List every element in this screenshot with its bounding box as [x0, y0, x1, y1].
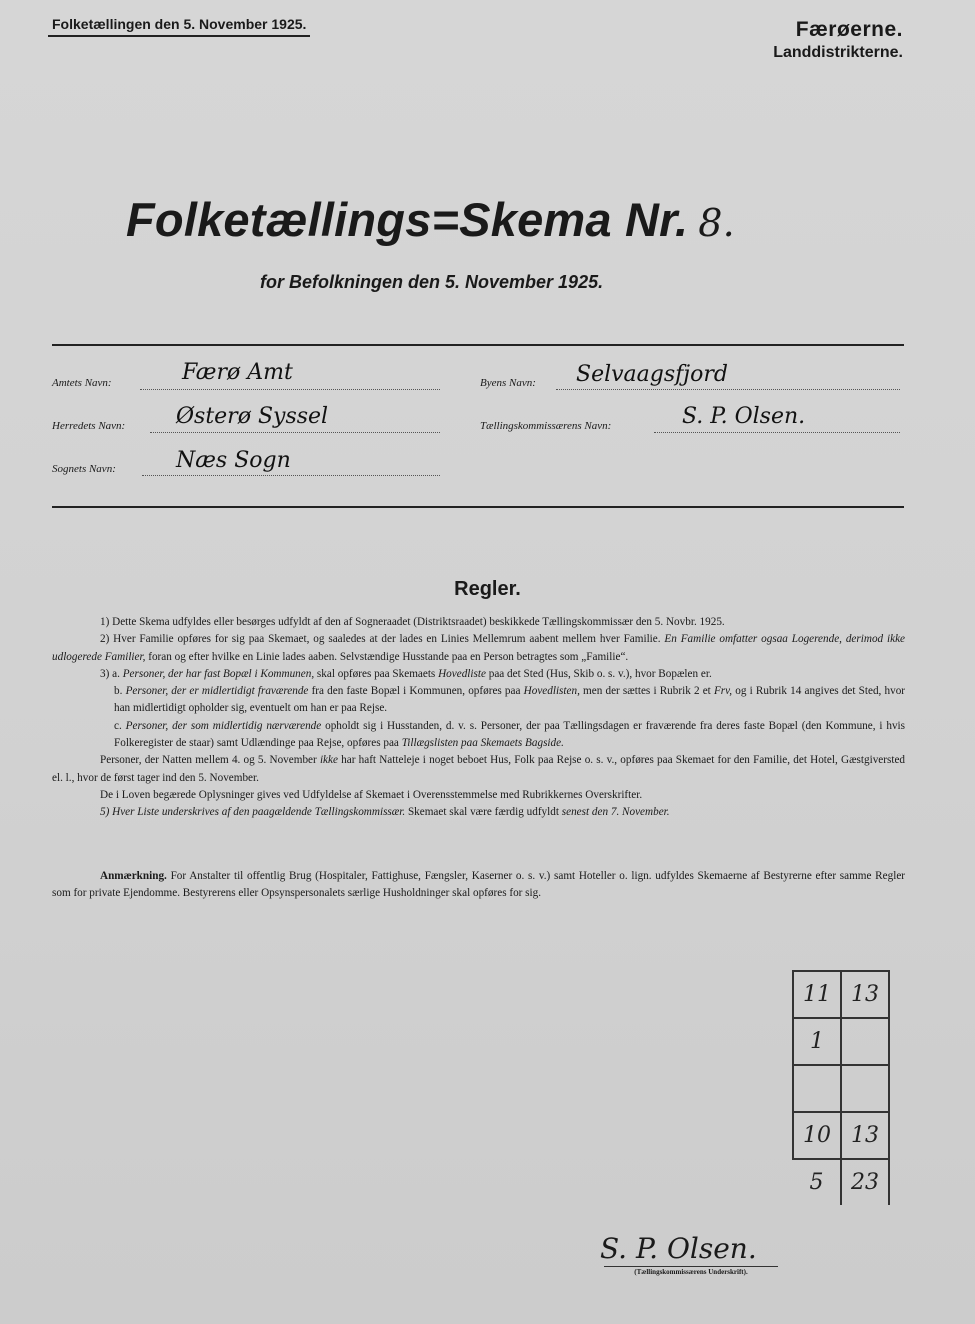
tally-row — [793, 1112, 889, 1159]
rule-1: 1) Dette Skema udfyldes eller besørges udfyldt af den af Sogneraadet (Distriktsraadet) beskikkede Tællingskommissær den 5. Novbr. 1925. — [100, 616, 725, 628]
tally-cell: 23 — [841, 1159, 889, 1205]
kommissaer-value: S. P. Olsen. — [682, 404, 806, 429]
signature-caption: (Tællingskommissærens Underskrift). — [604, 1266, 778, 1276]
tally-cell: 1 — [793, 1018, 841, 1065]
rule-3a: 3) a. Personer, der har fast Bopæl i Kommunen, skal opføres paa Skemaets Hovedliste paa det Sted (Hus, Skib o. s. v.), hvor Bopælen er. — [100, 667, 712, 680]
commissioner-signature: S. P. Olsen. — [600, 1232, 757, 1265]
kommissaer-label: Tællingskommissærens Navn: — [480, 420, 612, 432]
tally-cell — [841, 1018, 889, 1065]
form-subtitle: for Befolkningen den 5. November 1925. — [260, 272, 604, 292]
tally-row — [793, 971, 889, 1018]
rule-3c: c. Personer, der som midlertidig nærværende opholdt sig i Husstanden, d. v. s. Personer, der paa Tællingsdagen er fraværende fra deres faste Bopæl (den Kommune, i hvis Folkeregister de staar) samt Udlændinge paa Rejse, opføres paa Tillægslisten paa Skemaets Bagside. — [114, 719, 906, 750]
amt-underline — [140, 389, 440, 390]
regler-list — [52, 614, 905, 822]
rule-oplysninger: De i Loven begærede Oplysninger gives ved Udfyldelse af Skemaet i Overensstemmelse med Rubrikkernes Overskrifter. — [100, 788, 643, 801]
tally-cell — [793, 1065, 841, 1112]
form-title-text: Folketællings=Skema Nr. — [126, 193, 689, 246]
tally-cell: 10 — [793, 1112, 841, 1159]
herred-underline — [150, 432, 440, 433]
kommissaer-underline — [654, 432, 900, 433]
note-text: For Anstalter til offentlig Brug (Hospitaler, Fattighuse, Fængsler, Kaserner o. s. v.) samt Hoteller o. lign. udfyldes Skemaerne af Bestyrerne efter samme Regler som for private Ejendomme. Bestyrerens eller Opsynspersonalets særlige Husholdninger skal opføres for sig. — [52, 870, 906, 900]
rule-4: Personer, der Natten mellem 4. og 5. November ikke har haft Natteleje i noget beboet Hus, Folk paa Rejse o. s. v., opføres paa Skemaet for den Familie, det Hotel, Gæstgiversted el. l., hvor de først tager ind den 5. November. — [52, 754, 905, 784]
note-label: Anmærkning. — [100, 870, 167, 882]
tally-total-row — [793, 1159, 889, 1205]
tally-cell: 11 — [793, 971, 841, 1018]
amt-label: Amtets Navn: — [52, 377, 112, 389]
fields-bottom-divider — [52, 506, 904, 508]
rule-5: 5) Hver Liste underskrives af den paagældende Tællingskommissær. Skemaet skal være færdig udfyldt senest den 7. November. — [100, 806, 670, 819]
tally-row — [793, 1065, 889, 1112]
tally-cell — [841, 1065, 889, 1112]
tally-cell: 13 — [841, 971, 889, 1018]
herred-value: Østerø Syssel — [176, 404, 329, 429]
sogn-underline — [142, 475, 440, 476]
tally-box — [792, 970, 890, 1205]
regler-heading: Regler. — [454, 578, 521, 600]
form-number-handwritten: 8. — [698, 201, 735, 245]
district-type: Landdistrikterne. — [773, 44, 903, 61]
sogn-label: Sognets Navn: — [52, 463, 116, 475]
tally-cell: 5 — [793, 1159, 841, 1205]
amt-value: Færø Amt — [182, 360, 293, 385]
region-heading — [773, 18, 903, 62]
by-underline — [556, 389, 900, 390]
region-name: Færøerne. — [795, 18, 903, 41]
rule-3b: b. Personer, der er midlertidigt fraværende fra den faste Bopæl i Kommunen, opføres paa Hovedlisten, men der sættes i Rubrik 2 et Frv, og i Rubrik 14 angives det Sted, hvor han midlertidigt opholder sig, eventuelt om han er paa Rejse. — [114, 685, 906, 715]
census-date-label: Folketællingen den 5. November 1925. — [48, 16, 310, 37]
top-divider — [52, 344, 904, 346]
rule-2: 2) Hver Familie opføres for sig paa Skemaet, og saaledes at der lades en Linies Mellemrum aabent mellem hver Familie. En Familie omfatter ogsaa Logerende, derimod ikke udlogerede Familier, foran og efter hvilke en Linie lades aaben. Selvstændige Husstande paa en Person betragtes som „Familie“. — [52, 633, 905, 663]
by-label: Byens Navn: — [480, 377, 536, 389]
tally-row — [793, 1018, 889, 1065]
herred-label: Herredets Navn: — [52, 420, 126, 432]
anmaerkning-note — [52, 868, 905, 903]
tally-cell: 13 — [841, 1112, 889, 1159]
by-value: Selvaagsfjord — [576, 362, 728, 387]
sogn-value: Næs Sogn — [176, 448, 291, 473]
form-title — [126, 192, 735, 247]
